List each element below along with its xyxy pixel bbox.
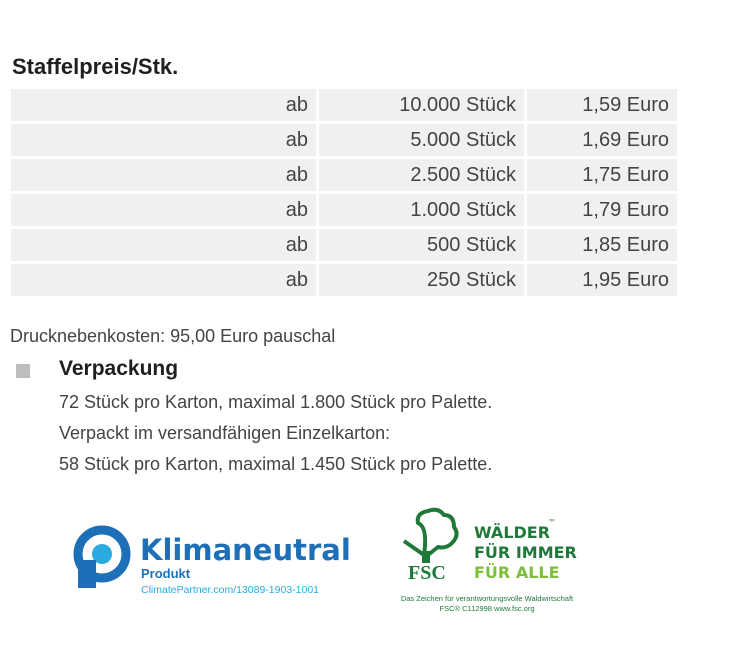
row-prefix: ab (11, 229, 319, 261)
row-price: 1,69 Euro (527, 124, 677, 156)
climate-partner-icon (78, 530, 126, 588)
table-row (11, 264, 677, 296)
row-quantity: 5.000 Stück (319, 124, 527, 156)
row-price: 1,85 Euro (527, 229, 677, 261)
price-table (11, 86, 677, 299)
klimaneutral-logo (72, 522, 392, 594)
fsc-logo (394, 505, 594, 617)
price-heading: Staffelpreis/Stk. (12, 54, 179, 79)
table-row (11, 159, 677, 191)
fsc-mark: FSC (408, 562, 446, 584)
fsc-slogan-line3: FÜR ALLE (474, 563, 560, 582)
row-quantity: 2.500 Stück (319, 159, 527, 191)
klimaneutral-url: ClimatePartner.com/13089-1903-1001 (141, 584, 320, 594)
packaging-line: Verpackt im versandfähigen Einzelkarton: (59, 423, 391, 443)
row-quantity: 250 Stück (319, 264, 527, 296)
row-quantity: 10.000 Stück (319, 89, 527, 121)
row-prefix: ab (11, 159, 319, 191)
row-quantity: 500 Stück (319, 229, 527, 261)
table-row (11, 124, 677, 156)
klimaneutral-subtitle: Produkt (141, 566, 191, 581)
row-price: 1,59 Euro (527, 89, 677, 121)
row-price: 1,75 Euro (527, 159, 677, 191)
row-prefix: ab (11, 264, 319, 296)
row-price: 1,79 Euro (527, 194, 677, 226)
row-prefix: ab (11, 194, 319, 226)
fsc-tree-icon (404, 510, 457, 563)
row-prefix: ab (11, 89, 319, 121)
fsc-slogan-line2: FÜR IMMER (474, 543, 577, 562)
table-row (11, 89, 677, 121)
table-row (11, 229, 677, 261)
square-bullet-icon (16, 364, 30, 378)
packaging-title: Verpackung (59, 357, 179, 380)
fsc-caption-line1: Das Zeichen für verantwortungsvolle Waldwirtschaft (400, 594, 574, 603)
packaging-line: 72 Stück pro Karton, maximal 1.800 Stück pro Palette. (59, 392, 493, 412)
fsc-slogan-line1: WÄLDER (474, 523, 551, 542)
klimaneutral-title: Klimaneutral (140, 533, 351, 567)
extra-costs: Drucknebenkosten: 95,00 Euro pauschal (10, 326, 336, 346)
row-quantity: 1.000 Stück (319, 194, 527, 226)
packaging-line: 58 Stück pro Karton, maximal 1.450 Stück pro Palette. (59, 454, 493, 474)
row-prefix: ab (11, 124, 319, 156)
fsc-trademark: ™ (548, 518, 556, 527)
table-row (11, 194, 677, 226)
row-price: 1,95 Euro (527, 264, 677, 296)
fsc-caption-line2: FSC® C112998 www.fsc.org (439, 604, 535, 613)
